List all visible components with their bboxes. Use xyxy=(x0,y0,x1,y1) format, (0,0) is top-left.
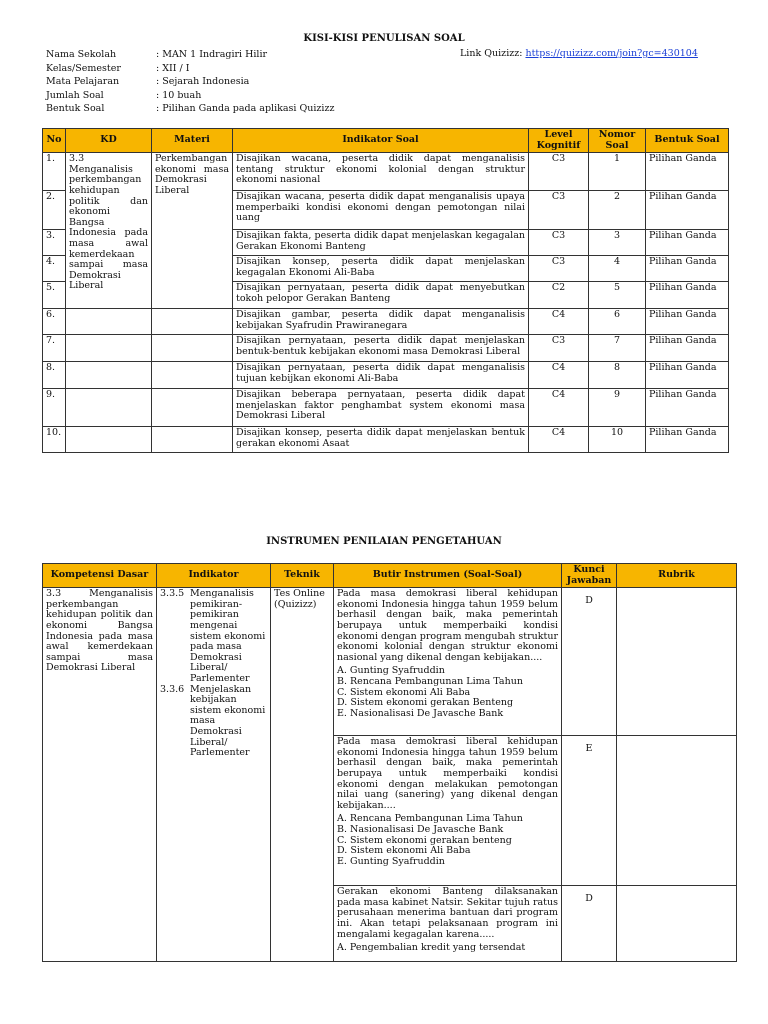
indikator-number: 3.3.6 xyxy=(160,683,185,695)
header-rubrik: Rubrik xyxy=(617,564,737,588)
cell-butir-instrumen xyxy=(334,588,562,736)
cell-materi-empty xyxy=(152,389,233,427)
cell-level-kognitif: C3 xyxy=(529,191,589,230)
meta-value: : MAN 1 Indragiri Hilir xyxy=(156,49,268,60)
cell-indikator-soal: Disajikan pernyataan, peserta didik dapat menganalisis tujuan kebijkan ekonomi Ali-Baba xyxy=(233,362,529,389)
meta-value: : XII / I xyxy=(156,62,190,74)
meta-label: Kelas/Semester xyxy=(46,62,121,74)
cell-indikator-soal: Disajikan wacana, peserta didik dapat menganalisis upaya memperbaiki kondisi ekonomi dengan pemotongan nilai uang xyxy=(233,191,529,230)
cell-no: 4. xyxy=(43,256,66,282)
cell-no: 8. xyxy=(43,362,66,389)
answer-option: A. Pengembalian kredit yang tersendat xyxy=(337,942,526,954)
cell-indikator-soal: Disajikan wacana, peserta didik dapat menganalisis tentang struktur ekonomi kolonial dengan struktur ekonomi nasional xyxy=(233,153,529,191)
cell-kompetensi-dasar: 3.3 Menganalisis perkembangan kehidupan politik dan ekonomi Bangsa Indonesia pada masa awal kemerdekaan sampai masa Demokrasi Liberal xyxy=(43,588,157,962)
cell-materi: Perkembangan ekonomi masa Demokrasi Liberal xyxy=(152,153,233,309)
cell-kd-empty xyxy=(66,309,152,335)
cell-level-kognitif: C3 xyxy=(529,335,589,362)
cell-kunci-jawaban: D xyxy=(562,588,617,736)
meta-value: : Sejarah Indonesia xyxy=(156,76,250,88)
answer-options xyxy=(337,943,558,954)
cell-butir-instrumen xyxy=(334,736,562,886)
cell-no: 2. xyxy=(43,191,66,230)
quizizz-link[interactable]: https://quizizz.com/join?gc=430104 xyxy=(525,48,698,59)
cell-butir-instrumen xyxy=(334,886,562,962)
answer-option: C. Sistem ekonomi gerakan benteng xyxy=(337,834,512,846)
answer-option: E. Nasionalisasi De Javasche Bank xyxy=(337,707,504,719)
cell-kd-empty xyxy=(66,389,152,427)
cell-no: 10. xyxy=(43,427,66,453)
cell-bentuk-soal: Pilihan Ganda xyxy=(646,282,729,309)
cell-nomor-soal: 6 xyxy=(589,309,646,335)
cell-no: 9. xyxy=(43,389,66,427)
cell-teknik: Tes Online (Quizizz) xyxy=(271,588,334,962)
cell-bentuk-soal: Pilihan Ganda xyxy=(646,309,729,335)
meta-row xyxy=(46,102,334,116)
cell-indikator xyxy=(157,588,271,962)
document-meta xyxy=(46,48,334,116)
cell-level-kognitif: C4 xyxy=(529,309,589,335)
cell-indikator-soal: Disajikan pernyataan, peserta didik dapat menjelaskan bentuk-bentuk kebijakan ekonomi masa Demokrasi Liberal xyxy=(233,335,529,362)
quizizz-link-block xyxy=(460,48,698,59)
meta-row xyxy=(46,89,334,103)
header-teknik: Teknik xyxy=(271,564,334,588)
meta-label: Mata Pelajaran xyxy=(46,76,120,88)
header-butir-instrumen: Butir Instrumen (Soal-Soal) xyxy=(334,564,562,588)
cell-materi-empty xyxy=(152,362,233,389)
answer-options xyxy=(337,666,558,719)
cell-kunci-jawaban: D xyxy=(562,886,617,962)
cell-no: 6. xyxy=(43,309,66,335)
answer-option: D. Sistem ekonomi Ali Baba xyxy=(337,845,471,857)
cell-indikator-soal: Disajikan konsep, peserta didik dapat menjelaskan bentuk gerakan ekonomi Asaat xyxy=(233,427,529,453)
cell-indikator-soal: Disajikan gambar, peserta didik dapat menganalisis kebijakan Syafrudin Prawiranegara xyxy=(233,309,529,335)
cell-rubrik xyxy=(617,588,737,736)
title-kisi-kisi: KISI-KISI PENULISAN SOAL xyxy=(303,33,465,44)
cell-materi-empty xyxy=(152,335,233,362)
cell-bentuk-soal: Pilihan Ganda xyxy=(646,230,729,256)
cell-no: 5. xyxy=(43,282,66,309)
table-row xyxy=(43,309,729,335)
cell-bentuk-soal: Pilihan Ganda xyxy=(646,389,729,427)
indikator-text: Menganalisis pemikiran-pemikiran mengenai sistem ekonomi pada masa Demokrasi Liberal/ Parlementer xyxy=(190,588,266,684)
meta-value: : Pilihan Ganda pada aplikasi Quizizz xyxy=(156,103,335,115)
cell-level-kognitif: C3 xyxy=(529,153,589,191)
answer-option: D. Sistem ekonomi gerakan Benteng xyxy=(337,697,514,709)
question-text: Gerakan ekonomi Banteng dilaksanakan pada masa kabinet Natsir. Sekitar tujuh ratus perusahaan menerima bantuan dari program ini. Akan tetapi pelaksanaan program ini mengalami kegagalan karena..... xyxy=(337,886,558,940)
cell-bentuk-soal: Pilihan Ganda xyxy=(646,256,729,282)
header-materi: Materi xyxy=(152,129,233,153)
table-row xyxy=(43,335,729,362)
answer-option: C. Sistem ekonomi Ali Baba xyxy=(337,686,471,698)
cell-nomor-soal: 1 xyxy=(589,153,646,191)
instrumen-table xyxy=(42,563,737,962)
header-kompetensi-dasar: Kompetensi Dasar xyxy=(43,564,157,588)
cell-no: 7. xyxy=(43,335,66,362)
cell-kd-empty xyxy=(66,427,152,453)
cell-nomor-soal: 2 xyxy=(589,191,646,230)
cell-nomor-soal: 10 xyxy=(589,427,646,453)
cell-bentuk-soal: Pilihan Ganda xyxy=(646,362,729,389)
meta-row xyxy=(46,48,334,62)
cell-indikator-soal: Disajikan konsep, peserta didik dapat menjelaskan kegagalan Ekonomi Ali-Baba xyxy=(233,256,529,282)
header-nomor-soal: Nomor Soal xyxy=(589,129,646,153)
meta-label: Nama Sekolah xyxy=(46,49,117,60)
meta-row xyxy=(46,75,334,89)
cell-bentuk-soal: Pilihan Ganda xyxy=(646,191,729,230)
cell-level-kognitif: C4 xyxy=(529,427,589,453)
indikator-item xyxy=(160,685,267,759)
header-level-kognitif: Level Kognitif xyxy=(529,129,589,153)
cell-kd-empty xyxy=(66,362,152,389)
cell-indikator-soal: Disajikan pernyataan, peserta didik dapat menyebutkan tokoh pelopor Gerakan Banteng xyxy=(233,282,529,309)
header-indikator: Indikator xyxy=(157,564,271,588)
cell-nomor-soal: 8 xyxy=(589,362,646,389)
cell-level-kognitif: C3 xyxy=(529,256,589,282)
indikator-number: 3.3.5 xyxy=(160,588,185,600)
cell-indikator-soal: Disajikan beberapa pernyataan, peserta didik dapat menjelaskan faktor penghambat system ekonomi masa Demokrasi Liberal xyxy=(233,389,529,427)
meta-value: : 10 buah xyxy=(156,89,202,101)
answer-option: B. Rencana Pembangunan Lima Tahun xyxy=(337,675,523,687)
cell-bentuk-soal: Pilihan Ganda xyxy=(646,335,729,362)
cell-bentuk-soal: Pilihan Ganda xyxy=(646,153,729,191)
answer-option: E. Gunting Syafruddin xyxy=(337,855,445,867)
cell-rubrik xyxy=(617,736,737,886)
cell-kd: 3.3 Menganalisis perkembangan kehidupan politik dan ekonomi Bangsa Indonesia pada masa awal kemerdekaan sampai masa Demokrasi Liberal xyxy=(66,153,152,309)
header-indikator-soal: Indikator Soal xyxy=(233,129,529,153)
cell-materi-empty xyxy=(152,309,233,335)
table-row xyxy=(43,362,729,389)
question-text: Pada masa demokrasi liberal kehidupan ekonomi Indonesia hingga tahun 1959 belum berhasil dengan baik, maka pemerintah berupaya untuk memperbaiki kondisi ekonomi dengan melakukan pemotongan nilai uang (sanering) yang dikenal dengan kebijakan.... xyxy=(337,736,558,811)
answer-option: B. Nasionalisasi De Javasche Bank xyxy=(337,823,504,835)
answer-option: A. Gunting Syafruddin xyxy=(337,665,445,677)
header-kd: KD xyxy=(66,129,152,153)
title-instrumen: INSTRUMEN PENILAIAN PENGETAHUAN xyxy=(266,536,502,547)
cell-nomor-soal: 4 xyxy=(589,256,646,282)
meta-label: Bentuk Soal xyxy=(46,103,105,115)
cell-indikator-soal: Disajikan fakta, peserta didik dapat menjelaskan kegagalan Gerakan Ekonomi Banteng xyxy=(233,230,529,256)
cell-no: 3. xyxy=(43,230,66,256)
indikator-item xyxy=(160,589,267,684)
answer-option: A. Rencana Pembangunan Lima Tahun xyxy=(337,813,523,825)
cell-materi-empty xyxy=(152,427,233,453)
question-text: Pada masa demokrasi liberal kehidupan ekonomi Indonesia hingga tahun 1959 belum berhasil dengan baik, maka pemerintah berupaya untuk memperbaiki kondisi ekonomi dengan program mengubah struktur ekonomi kolonial dengan struktur ekonomi nasional yang dikenal dengan kebijakan.... xyxy=(337,588,558,663)
header-no: No xyxy=(43,129,66,153)
cell-nomor-soal: 7 xyxy=(589,335,646,362)
cell-nomor-soal: 9 xyxy=(589,389,646,427)
table-row xyxy=(43,153,729,191)
answer-options xyxy=(337,814,558,867)
table-row xyxy=(43,389,729,427)
cell-kd-empty xyxy=(66,335,152,362)
meta-label: Jumlah Soal xyxy=(46,89,104,101)
cell-level-kognitif: C4 xyxy=(529,362,589,389)
header-kunci-jawaban: Kunci Jawaban xyxy=(562,564,617,588)
link-label: Link Quizizz: xyxy=(460,48,523,59)
cell-level-kognitif: C4 xyxy=(529,389,589,427)
cell-level-kognitif: C3 xyxy=(529,230,589,256)
cell-no: 1. xyxy=(43,153,66,191)
cell-kunci-jawaban: E xyxy=(562,736,617,886)
cell-level-kognitif: C2 xyxy=(529,282,589,309)
cell-nomor-soal: 5 xyxy=(589,282,646,309)
cell-bentuk-soal: Pilihan Ganda xyxy=(646,427,729,453)
table-row xyxy=(43,588,737,736)
cell-nomor-soal: 3 xyxy=(589,230,646,256)
table-row xyxy=(43,427,729,453)
cell-rubrik xyxy=(617,886,737,962)
kisi-kisi-table xyxy=(42,128,729,453)
meta-row xyxy=(46,62,334,76)
header-bentuk-soal: Bentuk Soal xyxy=(646,129,729,153)
indikator-text: Menjelaskan kebijakan sistem ekonomi masa Demokrasi Liberal/ Parlementer xyxy=(190,683,266,759)
